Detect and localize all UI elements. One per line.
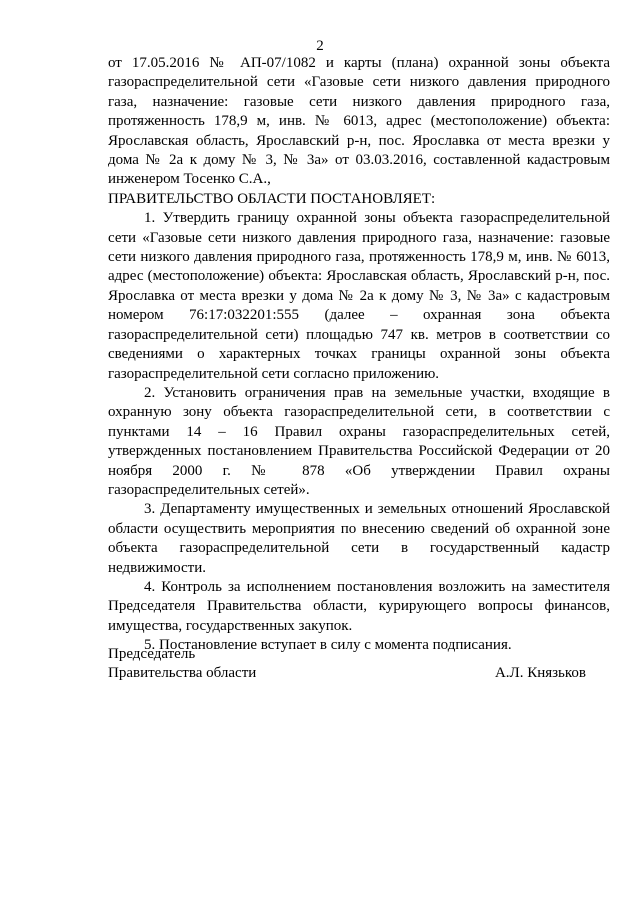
item-2: 2. Установить ограничения прав на земельные участки, входящие в охранную зону объекта газораспределительной сети, в соответствии с пунктами 14 – 16 Правил охраны газораспределительных сетей, утвержденных постановлением Правительства Российской Федерации от 20 ноября 2000 г. № 878 «Об утверждении Правил охраны газораспределительных сетей». bbox=[108, 384, 610, 498]
item-3: 3. Департаменту имущественных и земельных отношений Ярославской области осуществить мероприятия по внесению сведений об охранной зоне объекта газораспределительной сети в государственный кадастр недвижимости. bbox=[108, 501, 610, 576]
page-number: 2 bbox=[316, 38, 324, 54]
item-1: 1. Утвердить границу охранной зоны объекта газораспределительной сети «Газовые сети низкого давления природного газа, назначение: газовые сети низкого давления природного газа, протяженность 178,9 м, инв. № 6013, адрес (местоположение) объекта: Ярославская область, Ярославский р-н, пос. Ярославка от места врезки у дома № 2а к дому № 3, № 3а» с кадастровым номером 76:17:032201:555 (далее – охранная зона объекта газораспределительной сети) площадью 747 кв. метров в соответствии со сведениями о характерных точках границы охранной зоны объекта газораспределительной сети согласно приложению. bbox=[108, 210, 610, 382]
signature-line bbox=[108, 664, 586, 683]
signature-block bbox=[108, 645, 586, 684]
resolution-heading: ПРАВИТЕЛЬСТВО ОБЛАСТИ ПОСТАНОВЛЯЕТ: bbox=[108, 190, 436, 207]
intro-paragraph: от 17.05.2016 № АП-07/1082 и карты (плана) охранной зоны объекта газораспределительной сети «Газовые сети низкого давления природного газа, назначение: газовые сети низкого давления природного газа, протяженность 178,9 м, инв. № 6013, адрес (местоположение) объекта: Ярославская область, Ярославский р-н, пос. Ярославка от места врезки у дома № 2а к дому № 3, № 3а» от 03.03.2016, составленной кадастровым инженером Тосенко С.А., bbox=[108, 55, 610, 188]
signatory-name: А.Л. Князьков bbox=[494, 665, 586, 682]
document-body bbox=[108, 54, 610, 656]
item-4: 4. Контроль за исполнением постановления возложить на заместителя Председателя Правительства области, курирующего вопросы финансов, имущества, государственных закупок. bbox=[108, 578, 610, 634]
signatory-title-line2: Правительства области bbox=[108, 665, 257, 682]
item-5: 5. Постановление вступает в силу с момента подписания. bbox=[144, 637, 512, 654]
signatory-title-line1: Председатель bbox=[108, 646, 196, 662]
